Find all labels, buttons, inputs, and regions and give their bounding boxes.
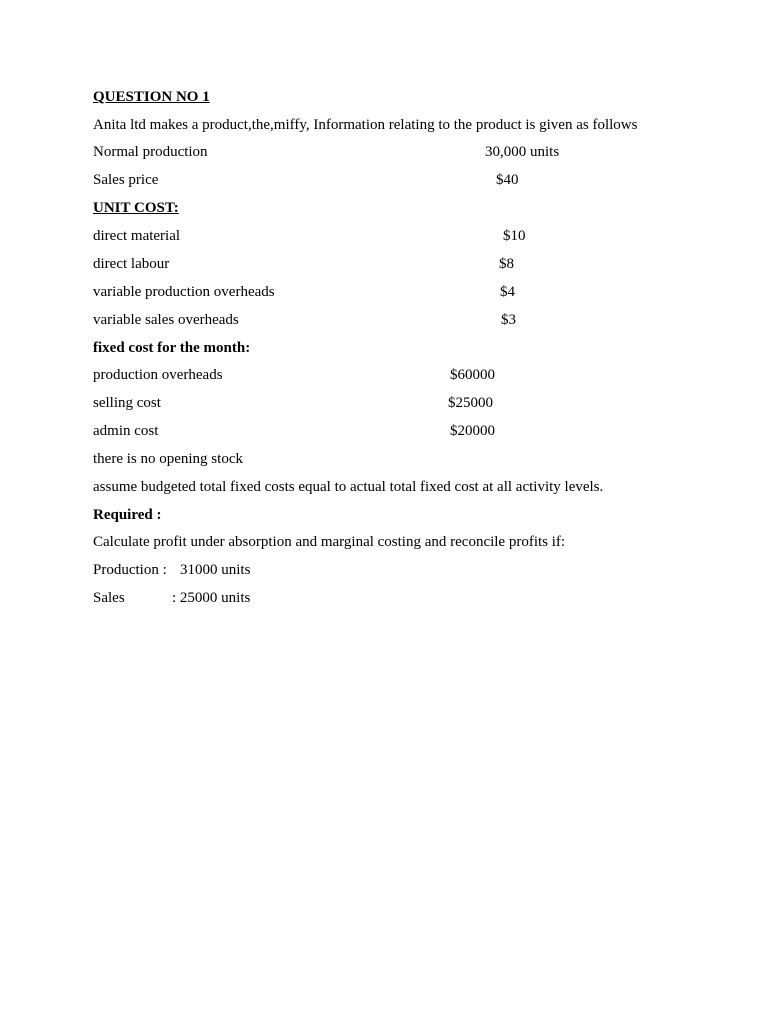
unit-cost-label: direct material xyxy=(93,228,181,244)
unit-cost-label: variable sales overheads xyxy=(93,312,239,328)
question-title: QUESTION NO 1 xyxy=(93,89,210,105)
normal-production-value: 30,000 units xyxy=(485,144,560,160)
unit-cost-value: $8 xyxy=(499,256,514,272)
required-heading: Required : xyxy=(93,507,162,523)
normal-production-label: Normal production xyxy=(93,144,208,160)
fixed-cost-value: $20000 xyxy=(450,423,495,439)
unit-cost-label: direct labour xyxy=(93,256,170,272)
fixed-cost-label: admin cost xyxy=(93,423,159,439)
unit-cost-value: $4 xyxy=(500,284,515,300)
fixed-cost-label: selling cost xyxy=(93,395,161,411)
production-label: Production : xyxy=(93,562,167,578)
unit-cost-label: variable production overheads xyxy=(93,284,275,300)
sales-label: Sales xyxy=(93,590,125,606)
production-value: 31000 units xyxy=(180,562,251,578)
sales-price-value: $40 xyxy=(496,172,519,188)
assumption-note: assume budgeted total fixed costs equal to actual total fixed cost at all activity levels. xyxy=(93,479,604,495)
fixed-cost-label: production overheads xyxy=(93,367,223,383)
sales-value: : 25000 units xyxy=(172,590,251,606)
unit-cost-heading: UNIT COST: xyxy=(93,200,179,216)
fixed-cost-value: $25000 xyxy=(448,395,493,411)
intro-text: Anita ltd makes a product,the,miffy, Information relating to the product is given as follows xyxy=(93,117,638,133)
no-opening-stock-note: there is no opening stock xyxy=(93,451,243,467)
unit-cost-value: $10 xyxy=(503,228,526,244)
unit-cost-value: $3 xyxy=(501,312,516,328)
fixed-cost-heading: fixed cost for the month: xyxy=(93,340,251,356)
fixed-cost-value: $60000 xyxy=(450,367,495,383)
required-instruction: Calculate profit under absorption and marginal costing and reconcile profits if: xyxy=(93,534,566,550)
sales-price-label: Sales price xyxy=(93,172,159,188)
